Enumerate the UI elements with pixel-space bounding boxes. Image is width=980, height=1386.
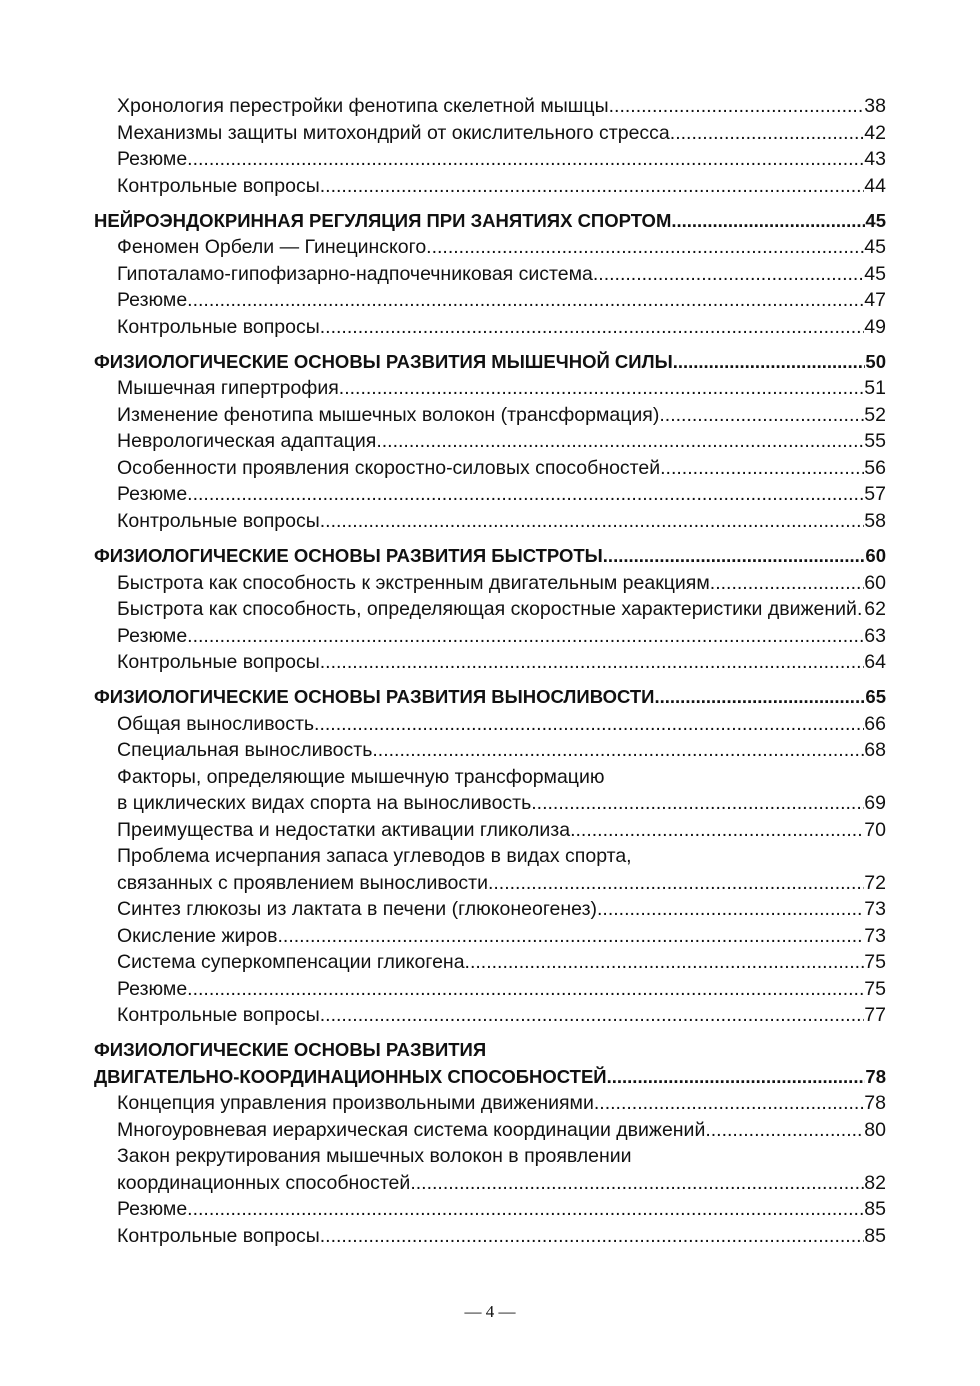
toc-page-number: 70 [864, 818, 886, 841]
toc-entry-title: Синтез глюкозы из лактата в печени (глюконеогенез) [117, 898, 597, 921]
toc-entry-title: Контрольные вопросы [117, 315, 320, 338]
toc-page-number: 80 [864, 1118, 886, 1141]
toc-entry-title: Многоуровневая иерархическая система координации движений [117, 1118, 706, 1141]
toc-entry[interactable] [94, 1090, 886, 1117]
toc-page-number: 50 [865, 350, 886, 372]
toc-page-number: 77 [864, 1004, 886, 1027]
toc-entry[interactable] [94, 737, 886, 764]
toc-entry-title: Общая выносливость [117, 712, 315, 735]
toc-entry-title: Особенности проявления скоростно-силовых способностей [117, 456, 661, 479]
dot-leader [320, 649, 865, 676]
toc-page-number: 51 [864, 377, 886, 400]
dot-leader [187, 976, 864, 1003]
dot-leader [465, 949, 865, 976]
toc-page-number: 52 [864, 403, 886, 426]
toc-page-number: 60 [864, 571, 886, 594]
toc-entry[interactable] [94, 623, 886, 650]
toc-page-number: 78 [865, 1065, 886, 1087]
dot-leader [339, 375, 865, 402]
toc-entry-title: Резюме [117, 624, 188, 647]
toc-entry-title: Резюме [117, 483, 188, 506]
toc-page-number: 49 [864, 315, 886, 338]
toc-entry[interactable] [94, 1196, 886, 1223]
toc-entry-title: Хронология перестройки фенотипа скелетной мышцы [117, 95, 609, 117]
toc-entry[interactable] [94, 234, 886, 261]
toc-page-number: 47 [864, 289, 886, 312]
toc-entry[interactable] [94, 596, 886, 623]
toc-entry[interactable] [94, 976, 886, 1003]
toc-page-number: 78 [864, 1092, 886, 1115]
toc-page-number: 72 [864, 871, 886, 894]
dot-leader [320, 1223, 865, 1250]
toc-section-heading[interactable] [94, 349, 886, 376]
toc-entry[interactable] [94, 870, 886, 897]
toc-entry[interactable] [94, 649, 886, 676]
toc-page-number: 55 [864, 430, 886, 453]
dot-leader [660, 455, 864, 482]
toc-entry[interactable] [94, 481, 886, 508]
toc-section-heading[interactable] [94, 208, 886, 235]
toc-entry[interactable] [94, 375, 886, 402]
toc-entry[interactable] [94, 120, 886, 147]
toc-entry-title: Феномен Орбели — Гинецинского [117, 236, 427, 259]
dot-leader [671, 208, 865, 235]
dot-leader [594, 1090, 864, 1117]
toc-entry-title: Быстрота как способность к экстренным двигательным реакциям [117, 571, 710, 594]
toc-page-number: 64 [864, 651, 886, 674]
toc-page-number: 42 [864, 121, 886, 144]
toc-entry-title: Контрольные вопросы [117, 509, 320, 532]
toc-section-heading[interactable] [94, 1064, 886, 1091]
toc-entry-title: Система суперкомпенсации гликогена [117, 951, 465, 974]
dot-leader [670, 120, 865, 147]
toc-entry-title: связанных с проявлением выносливости [117, 871, 488, 894]
toc-page-number: 65 [865, 686, 886, 708]
dot-leader [597, 896, 864, 923]
table-of-contents [94, 93, 886, 1249]
toc-entry-title: Преимущества и недостатки активации гликолиза [117, 818, 571, 841]
dot-leader [320, 508, 865, 535]
toc-page-number: 60 [865, 545, 886, 567]
toc-entry-title: Окисление жиров [117, 924, 278, 947]
toc-entry[interactable] [94, 146, 886, 173]
toc-entry[interactable] [94, 93, 886, 120]
toc-entry[interactable] [94, 173, 886, 200]
toc-entry-title: ДВИГАТЕЛЬНО-КООРДИНАЦИОННЫХ СПОСОБНОСТЕЙ [94, 1065, 607, 1087]
dot-leader [376, 428, 864, 455]
dot-leader [710, 570, 865, 597]
toc-entry[interactable] [94, 1170, 886, 1197]
toc-page-number: 82 [864, 1171, 886, 1194]
toc-entry-title: Механизмы защиты митохондрий от окислительного стресса [117, 121, 670, 144]
toc-page-number: 63 [864, 624, 886, 647]
toc-entry-line: Закон рекрутирования мышечных волокон в проявлении [117, 1145, 632, 1168]
toc-entry[interactable] [94, 508, 886, 535]
dot-leader [609, 93, 865, 120]
dot-leader [320, 314, 865, 341]
toc-entry-title: Резюме [117, 289, 188, 312]
toc-entry[interactable] [94, 570, 886, 597]
dot-leader [277, 923, 864, 950]
dot-leader [410, 1170, 864, 1197]
dot-leader [607, 1064, 866, 1091]
toc-entry[interactable] [94, 1223, 886, 1250]
toc-entry-title: Контрольные вопросы [117, 1004, 320, 1027]
toc-page-number: 45 [864, 236, 886, 259]
toc-entry-title: координационных способностей [117, 1171, 411, 1194]
dot-leader [570, 817, 864, 844]
dot-leader [372, 737, 864, 764]
dot-leader [314, 711, 864, 738]
dot-leader [187, 146, 864, 173]
dot-leader [187, 623, 864, 650]
toc-entry-title: Неврологическая адаптация [117, 430, 377, 453]
toc-entry-title: в циклических видах спорта на выносливость [117, 792, 532, 815]
toc-entry[interactable] [94, 287, 886, 314]
dot-leader [705, 1117, 864, 1144]
dot-leader [187, 481, 864, 508]
dot-leader [426, 234, 864, 261]
toc-page-number: 85 [864, 1224, 886, 1247]
dot-leader [187, 287, 864, 314]
toc-entry-title: Изменение фенотипа мышечных волокон (трансформация) [117, 403, 660, 426]
toc-entry[interactable] [94, 1117, 886, 1144]
toc-entry[interactable] [94, 790, 886, 817]
toc-page-number: 38 [864, 95, 886, 117]
toc-section-heading[interactable] [94, 684, 886, 711]
toc-entry-title: Мышечная гипертрофия [117, 377, 339, 400]
toc-page-number: 58 [864, 509, 886, 532]
dot-leader [659, 402, 864, 429]
toc-entry-title: Специальная выносливость [117, 739, 373, 762]
toc-page-number: 66 [864, 712, 886, 735]
toc-page-number: 73 [864, 898, 886, 921]
toc-entry[interactable] [94, 314, 886, 341]
toc-entry-title: Резюме [117, 977, 188, 1000]
toc-entry-title: Контрольные вопросы [117, 651, 320, 674]
page-number: — 4 — [464, 1302, 516, 1321]
toc-entry-title: Контрольные вопросы [117, 174, 320, 197]
toc-page-number: 45 [864, 262, 886, 285]
toc-entry-title: Быстрота как способность, определяющая скоростные характеристики движений [117, 598, 857, 621]
dot-leader [593, 261, 864, 288]
toc-entry[interactable] [94, 896, 886, 923]
toc-entry[interactable] [94, 428, 886, 455]
toc-page-number: 75 [864, 977, 886, 1000]
toc-section-heading[interactable] [94, 543, 886, 570]
toc-entry-title: ФИЗИОЛОГИЧЕСКИЕ ОСНОВЫ РАЗВИТИЯ МЫШЕЧНОЙ СИЛЫ [94, 350, 673, 372]
toc-page-number: 57 [864, 483, 886, 506]
toc-entry-title: ФИЗИОЛОГИЧЕСКИЕ ОСНОВЫ РАЗВИТИЯ ВЫНОСЛИВОСТИ [94, 686, 655, 708]
toc-entry-title: Гипоталамо-гипофизарно-надпочечниковая система [117, 262, 593, 285]
dot-leader [320, 1002, 865, 1029]
toc-entry-title: Концепция управления произвольными движениями [117, 1092, 594, 1115]
toc-entry-title: Резюме [117, 1198, 188, 1221]
toc-entry-title: ФИЗИОЛОГИЧЕСКИЕ ОСНОВЫ РАЗВИТИЯ БЫСТРОТЫ [94, 545, 603, 567]
toc-page-number: 62 [864, 598, 886, 621]
dot-leader [320, 173, 865, 200]
toc-entry[interactable] [94, 1002, 886, 1029]
dot-leader [531, 790, 864, 817]
toc-page-number: 43 [864, 148, 886, 170]
toc-entry[interactable] [94, 817, 886, 844]
dot-leader [857, 596, 864, 623]
toc-entry[interactable] [94, 261, 886, 288]
toc-entry[interactable] [94, 711, 886, 738]
toc-entry[interactable] [94, 455, 886, 482]
toc-page-number: 68 [864, 739, 886, 762]
toc-entry-line: Факторы, определяющие мышечную трансформацию [117, 765, 605, 788]
toc-page-number: 44 [864, 174, 886, 197]
dot-leader [187, 1196, 864, 1223]
toc-entry[interactable] [94, 923, 886, 950]
dot-leader [673, 349, 866, 376]
toc-entry[interactable] [94, 949, 886, 976]
toc-page-number: 73 [864, 924, 886, 947]
toc-entry[interactable] [94, 402, 886, 429]
toc-page-number: 85 [864, 1198, 886, 1221]
dot-leader [654, 684, 865, 711]
toc-entry-title: Резюме [117, 148, 188, 170]
toc-entry-title: НЕЙРОЭНДОКРИННАЯ РЕГУЛЯЦИЯ ПРИ ЗАНЯТИЯХ СПОРТОМ [94, 209, 672, 231]
toc-entry-line: Проблема исчерпания запаса углеводов в видах спорта, [117, 845, 632, 868]
toc-page-number: 69 [864, 792, 886, 815]
dot-leader [603, 543, 866, 570]
toc-page-number: 45 [865, 209, 886, 231]
toc-entry-title: Контрольные вопросы [117, 1224, 320, 1247]
dot-leader [488, 870, 864, 897]
toc-section-heading-line: ФИЗИОЛОГИЧЕСКИЕ ОСНОВЫ РАЗВИТИЯ [94, 1039, 487, 1061]
toc-page-number: 56 [864, 456, 886, 479]
toc-page-number: 75 [864, 951, 886, 974]
